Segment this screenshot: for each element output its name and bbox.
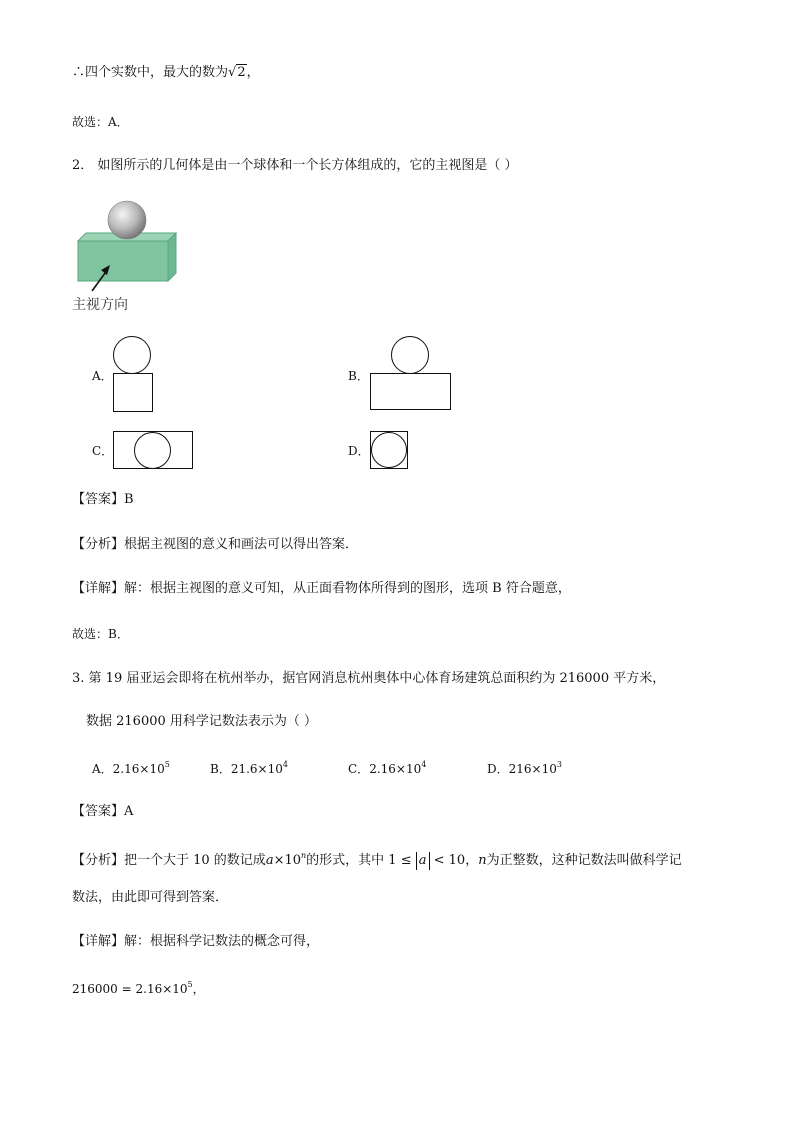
view-direction-label: 主视方向 <box>72 297 128 313</box>
q3-equation <box>72 980 205 998</box>
q2-detail: 【详解】解：根据主视图的意义可知，从正面看物体所得到的图形，选项 B 符合题意， <box>72 581 571 596</box>
abs-a: a <box>416 852 430 870</box>
q3-option-c-value: 2.16×10 <box>369 762 422 776</box>
q3-analysis-p2: 的形式，其中 1 ≤ <box>306 853 416 868</box>
q3-option-c[interactable] <box>348 760 426 778</box>
q3-stem-line1: 3. 第 19 届亚运会即将在杭州举办，据官网消息杭州奥体中心体育场建筑总面积约为 216000 平方米， <box>72 671 666 686</box>
q3-option-c-label: C． <box>348 762 370 776</box>
q2-analysis: 【分析】根据主视图的意义和画法可以得出答案． <box>72 537 359 552</box>
option-c-label: C． <box>92 444 114 458</box>
conclusion-line <box>72 64 260 82</box>
q3-option-a-value: 2.16×10 <box>112 762 165 776</box>
q3-option-d-value: 216×10 <box>508 762 557 776</box>
option-a-label: A． <box>92 369 113 383</box>
conclusion-suffix: ， <box>246 65 260 80</box>
q3-equation-exp: 5 <box>187 980 193 989</box>
conclusion-prefix: ∴四个实数中，最大的数为 <box>72 65 229 80</box>
q3-option-b-value: 21.6×10 <box>230 762 283 776</box>
q3-analysis-p4: 为正整数，这种记数法叫做科学记 <box>486 853 682 868</box>
q3-option-b[interactable] <box>210 760 288 778</box>
option-d-label: D． <box>348 444 370 458</box>
q2-answer: 【答案】B <box>72 492 134 507</box>
q3-option-d-label: D． <box>487 762 509 776</box>
q3-option-b-exp: 4 <box>282 760 288 769</box>
q2-stem: 2． 如图所示的几何体是由一个球体和一个长方体组成的，它的主视图是（ ） <box>72 158 518 173</box>
sqrt-radicand: 2 <box>237 65 246 80</box>
q3-option-a-exp: 5 <box>164 760 170 769</box>
q3-option-c-exp: 4 <box>421 760 427 769</box>
q3-analysis-line2: 数法，由此即可得到答案． <box>72 890 229 905</box>
q3-stem-line2: 数据 216000 用科学记数法表示为（ ） <box>86 714 318 729</box>
var-a: a <box>265 853 274 868</box>
choice-line-1: 故选：A． <box>72 115 129 129</box>
q3-analysis-p1: 【分析】把一个大于 10 的数记成 <box>72 853 266 868</box>
option-b-label: B． <box>348 369 369 383</box>
q3-option-a[interactable] <box>92 760 170 778</box>
times-ten: ×10 <box>273 853 302 868</box>
var-n-exponent: n <box>301 851 307 860</box>
q3-detail: 【详解】解：根据科学记数法的概念可得， <box>72 934 320 949</box>
sphere-shape <box>108 201 146 239</box>
var-n: n <box>478 853 487 868</box>
q3-option-d[interactable] <box>487 760 562 778</box>
sqrt-expression: √2 <box>228 65 246 80</box>
q3-equation-suffix: ， <box>192 982 205 996</box>
q2-conclusion: 故选：B． <box>72 627 129 641</box>
q3-analysis-line1 <box>72 852 682 870</box>
q3-answer: 【答案】A <box>72 804 134 819</box>
q2-figure <box>72 196 182 292</box>
cuboid-shape <box>78 233 176 281</box>
q3-option-a-label: A． <box>92 762 113 776</box>
q3-option-b-label: B． <box>210 762 231 776</box>
q3-equation-base: 216000 = 2.16×10 <box>72 982 188 996</box>
q3-analysis-p3: < 10， <box>429 853 479 868</box>
q3-option-d-exp: 3 <box>556 760 562 769</box>
